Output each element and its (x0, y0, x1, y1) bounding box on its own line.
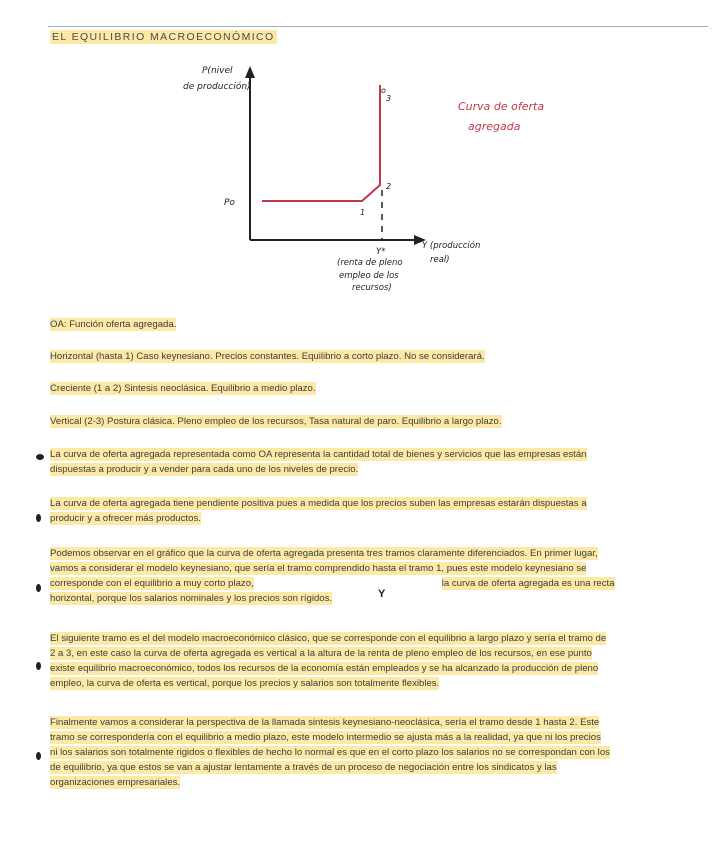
paragraph-line: existe equilibrio macroeconómico, todos los recursos de la economía están empleados y se ha alcanzado la producción de pleno (50, 663, 599, 674)
paragraph-pendiente (50, 496, 708, 526)
y-axis-arrow (245, 66, 255, 78)
paragraph-line: Finalmente vamos a considerar la perspectiva de la llamada sintesis keynesiano-neoclásica, sería el tramo desde 1 hasta 2. Este (50, 717, 600, 728)
paragraph-line: corresponde con el equilibrio a muy corto plazo, (50, 578, 254, 589)
paragraph-horizontal (50, 349, 708, 364)
point-2-label: 2 (386, 182, 392, 191)
paragraph-line: El siguiente tramo es el del modelo macroeconómico clásico, que se corresponde con el equilibrio a largo plazo y sería el tramo de (50, 633, 607, 644)
paragraph-line: Podemos observar en el gráfico que la curva de oferta agregada presenta tres tramos claramente diferenciados. En primer lugar, (50, 548, 598, 559)
paragraph-text: Horizontal (hasta 1) Caso keynesiano. Precios constantes. Equilibrio a corto plazo. No se considerará. (50, 351, 485, 362)
paragraph-line: La curva de oferta agregada representada como OA representa la cantidad total de bienes y servicios que las empresas están (50, 449, 587, 460)
point-top-label: o (381, 86, 386, 95)
y-axis-label-1: P(nivel (202, 66, 233, 76)
document-title: EL EQUILIBRIO MACROECONÓMICO (52, 31, 275, 43)
x-axis-label-2: real) (430, 255, 450, 265)
paragraph-text: Vertical (2-3) Postura clásica. Pleno empleo de los recursos, Tasa natural de paro. Equilibrio a largo plazo. (50, 416, 502, 427)
paragraph-line: vamos a considerar el modelo keynesiano, que sería el tramo comprendido hasta el tramo 1, pues este modelo keynesiano se (50, 563, 587, 574)
bullet-mark (36, 662, 41, 670)
point-1-label: 1 (360, 208, 366, 217)
y-star-label: Y* (376, 247, 386, 257)
paragraph-line: la curva de oferta agregada es una recta (441, 578, 615, 589)
paragraph-line: organizaciones empresariales. (50, 777, 181, 788)
paragraph-line: La curva de oferta agregada tiene pendiente positiva pues a medida que los precios suben las empresas estarán dispuestas a (50, 498, 587, 509)
y-star-note-1: (renta de pleno (337, 258, 403, 268)
bullet-mark (36, 584, 41, 592)
paragraph-line: producir y a ofrecer más productos. (50, 513, 201, 524)
y-star-note-2: empleo de los (339, 271, 399, 281)
x-axis-label-1: Y (producción (422, 241, 481, 251)
bullet-mark (36, 752, 41, 760)
point-3-label: 3 (386, 94, 392, 103)
paragraph-creciente (50, 381, 708, 396)
paragraph-sintesis (50, 715, 708, 790)
curve-label-2: agregada (468, 120, 521, 133)
paragraph-oa-representa (50, 447, 708, 477)
price-label: Po (224, 198, 235, 208)
aggregate-supply-graph (0, 0, 727, 330)
supply-curve (262, 85, 380, 201)
paragraph-text: OA: Función oferta agregada. (50, 319, 177, 330)
paragraph-oa-definition (50, 317, 708, 332)
paragraph-line: horizontal, porque los salarios nominales y los precios son rígidos. (50, 593, 333, 604)
bullet-mark (36, 454, 44, 460)
paragraph-clasico (50, 631, 708, 691)
paragraph-line: dispuestas a producir y a vender para cada uno de los niveles de precio. (50, 464, 359, 475)
y-axis-label-2: de producción) (183, 82, 251, 92)
paragraph-line: de equilibrio, ya que estos se van a ajustar lentamente a través de un proceso de negociación entre los sindicatos y las (50, 762, 557, 773)
curve-label-1: Curva de oferta (458, 100, 545, 113)
bullet-mark (36, 514, 41, 522)
paragraph-line: ni los salarios son totalmente rigidos o flexibles de hecho lo normal es que en el corto plazo los salarios no se correspondan con los (50, 747, 610, 758)
y-star-note-3: recursos) (352, 283, 392, 293)
paragraph-text: Creciente (1 a 2) Sintesis neoclásica. Equilibrio a medio plazo. (50, 383, 316, 394)
y-handwritten-mark: Y (378, 588, 386, 600)
paragraph-vertical (50, 414, 708, 429)
paragraph-line: tramo se correspondería con el equilibrio a medio plazo, este modelo intermedio se ajusta más a la realidad, ya que ni los precios (50, 732, 601, 743)
paragraph-line: empleo, la curva de oferta es vertical, porque los precios y salarios son totalmente flexibles. (50, 678, 440, 689)
paragraph-line: 2 a 3, en este caso la curva de oferta agregada es vertical a la altura de la renta de pleno empleo de los recursos, en ese punto (50, 648, 592, 659)
